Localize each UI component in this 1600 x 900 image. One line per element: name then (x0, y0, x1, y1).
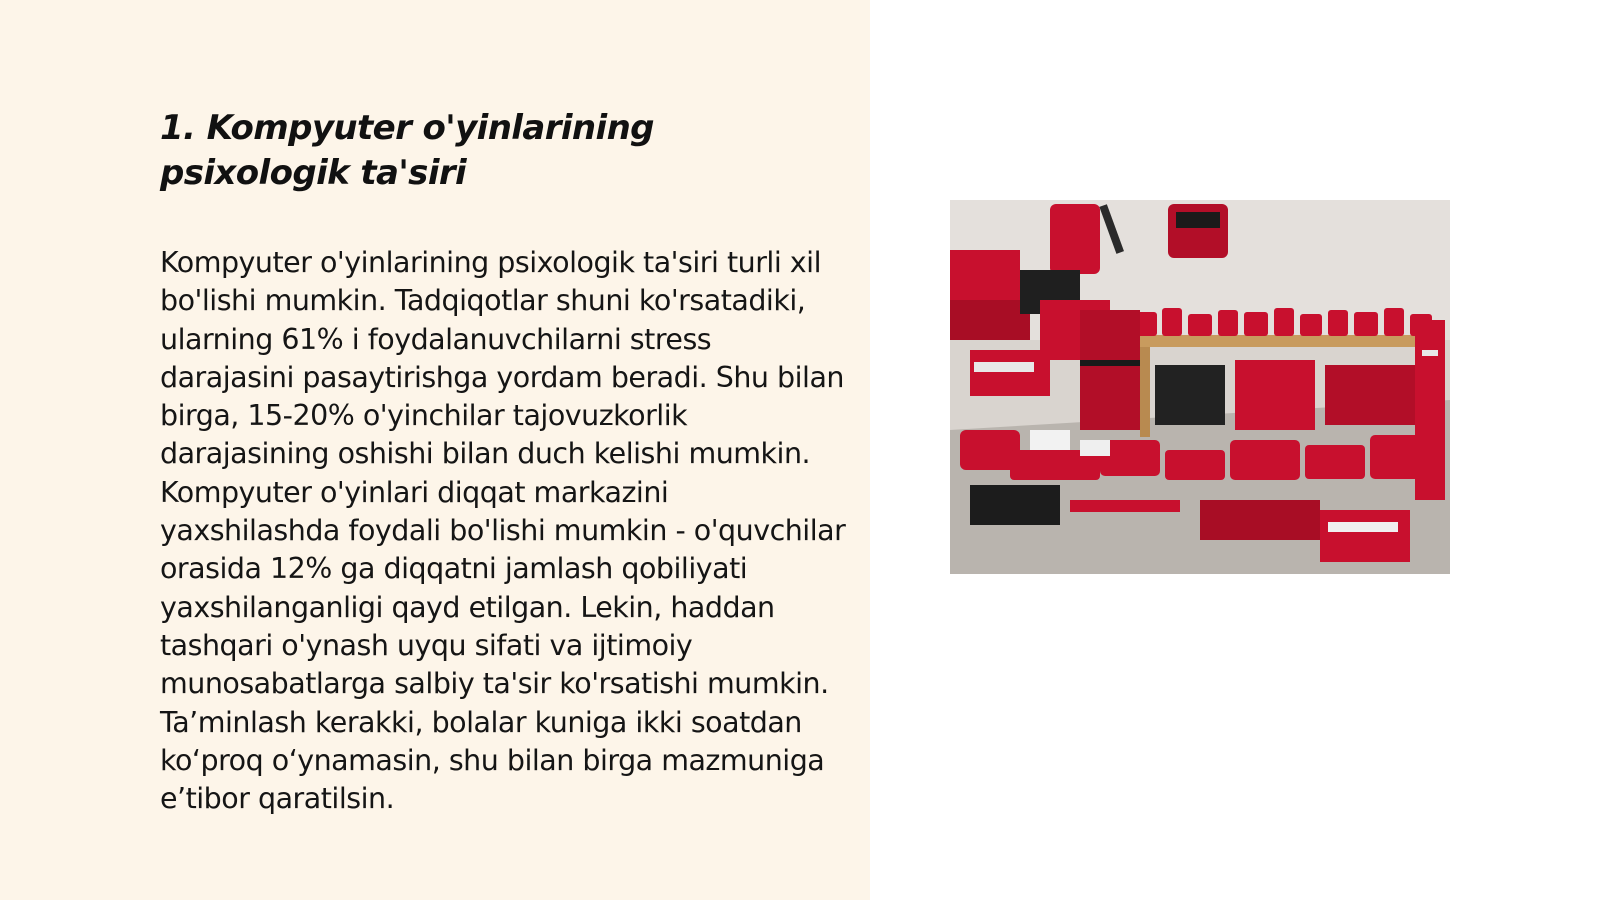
tools-photo (950, 200, 1450, 574)
slide-title: 1. Kompyuter o'yinlarining psixologik ta'siri (160, 108, 654, 193)
slide-body-text: Kompyuter o'yinlarining psixologik ta'siri turli xil bo'lishi mumkin. Tadqiqotlar shuni ko'rsatadiki, ularning 61% i foydalanuvchilarni stress darajasini pasaytirishga yordam beradi. Shu bilan birga, 15-20% o'yinchilar tajovuzkorlik darajasining oshishi bilan duch kelishi mumkin. Kompyuter o'yinlari diqqat markazini yaxshilashda foydali bo'lishi mumkin - o'quvchilar orasida 12% ga diqqatni jamlash qobiliyati yaxshilanganligi qayd etilgan. Lekin, haddan tashqari o'ynash uyqu sifati va ijtimoiy munosabatlarga salbiy ta'sir ko'rsatishi mumkin. Ta’minlash kerakki, bolalar kuniga ikki soatdan ko‘proq o‘ynamasin, shu bilan birga mazmuniga e’tibor qaratilsin. (160, 246, 846, 816)
